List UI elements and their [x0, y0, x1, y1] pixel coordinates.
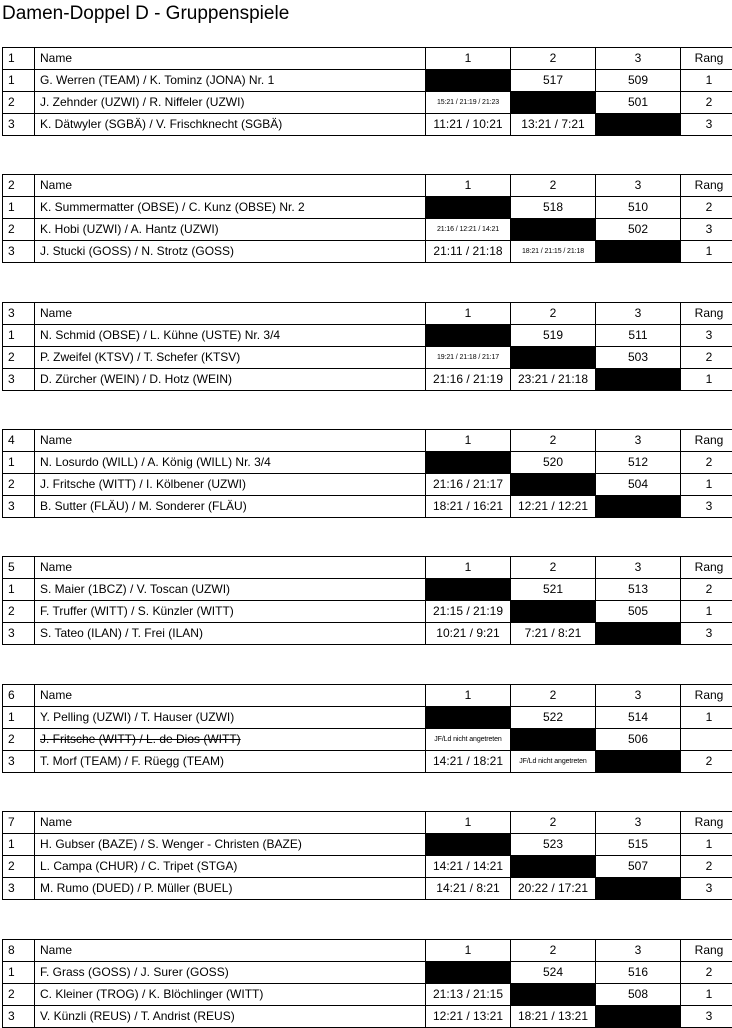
column-header-1: 1 — [426, 685, 511, 707]
column-header-rang: Rang — [681, 812, 732, 834]
column-header-rang: Rang — [681, 685, 732, 707]
group-table — [2, 811, 732, 900]
table-header-row — [3, 557, 732, 579]
column-header-rang: Rang — [681, 430, 732, 452]
column-header-name: Name — [35, 430, 426, 452]
team-name-text: S. Tateo (ILAN) / T. Frei (ILAN) — [40, 626, 203, 640]
column-header-1: 1 — [426, 430, 511, 452]
team-name-text: K. Hobi (UZWI) / A. Hantz (UZWI) — [40, 222, 219, 236]
self-match-cell — [426, 834, 511, 856]
column-header-3: 3 — [596, 48, 681, 70]
match-cell: 524 — [511, 962, 596, 984]
team-name-text: V. Künzli (REUS) / T. Andrist (REUS) — [40, 1009, 235, 1023]
row-number: 2 — [3, 474, 35, 496]
rank-cell: 2 — [681, 856, 732, 878]
team-name-text: N. Schmid (OBSE) / L. Kühne (USTE) Nr. 3/4 — [40, 328, 281, 342]
rank-cell: 2 — [681, 197, 732, 219]
match-cell: 514 — [596, 707, 681, 729]
match-cell: 503 — [596, 347, 681, 369]
group-number: 4 — [3, 430, 35, 452]
group-table — [2, 429, 732, 518]
team-name-text: G. Werren (TEAM) / K. Tominz (JONA) Nr. 1 — [40, 73, 275, 87]
rank-cell: 2 — [681, 92, 732, 114]
rank-cell: 1 — [681, 241, 732, 263]
group-number: 3 — [3, 303, 35, 325]
match-cell: 12:21 / 13:21 — [426, 1006, 511, 1028]
table-row — [3, 707, 732, 729]
team-name-text: M. Rumo (DUED) / P. Müller (BUEL) — [40, 881, 233, 895]
match-cell: 523 — [511, 834, 596, 856]
row-number: 1 — [3, 197, 35, 219]
match-cell: 13:21 / 7:21 — [511, 114, 596, 136]
team-name — [35, 601, 426, 623]
match-cell: 21:16 / 12:21 / 14:21 — [426, 219, 511, 241]
team-name — [35, 496, 426, 518]
table-row — [3, 601, 732, 623]
column-header-2: 2 — [511, 303, 596, 325]
team-name — [35, 452, 426, 474]
match-cell: 516 — [596, 962, 681, 984]
team-name — [35, 70, 426, 92]
match-cell: 14:21 / 18:21 — [426, 751, 511, 773]
match-cell: 7:21 / 8:21 — [511, 623, 596, 645]
rank-cell: 1 — [681, 474, 732, 496]
self-match-cell — [426, 707, 511, 729]
row-number: 1 — [3, 962, 35, 984]
team-name-text: C. Kleiner (TROG) / K. Blöchlinger (WITT) — [40, 987, 264, 1001]
team-name-text: J. Stucki (GOSS) / N. Strotz (GOSS) — [40, 244, 235, 258]
row-number: 3 — [3, 241, 35, 263]
team-name-text: S. Maier (1BCZ) / V. Toscan (UZWI) — [40, 582, 231, 596]
column-header-rang: Rang — [681, 557, 732, 579]
table-header-row — [3, 175, 732, 197]
rank-cell: 1 — [681, 834, 732, 856]
self-match-cell — [596, 496, 681, 518]
self-match-cell — [511, 729, 596, 751]
group-number: 7 — [3, 812, 35, 834]
match-cell: 12:21 / 12:21 — [511, 496, 596, 518]
column-header-1: 1 — [426, 48, 511, 70]
team-name — [35, 878, 426, 900]
team-name — [35, 92, 426, 114]
table-row — [3, 962, 732, 984]
self-match-cell — [426, 579, 511, 601]
column-header-3: 3 — [596, 940, 681, 962]
match-cell: 505 — [596, 601, 681, 623]
team-name — [35, 729, 426, 751]
team-name — [35, 347, 426, 369]
table-header-row — [3, 940, 732, 962]
match-cell: 521 — [511, 579, 596, 601]
match-cell: 21:11 / 21:18 — [426, 241, 511, 263]
row-number: 3 — [3, 878, 35, 900]
team-name-text: J. Fritsche (WITT) / I. Kölbener (UZWI) — [40, 477, 247, 491]
column-header-2: 2 — [511, 940, 596, 962]
row-number: 2 — [3, 984, 35, 1006]
team-name-text: B. Sutter (FLÄU) / M. Sonderer (FLÄU) — [40, 499, 247, 513]
group-table — [2, 174, 732, 263]
self-match-cell — [596, 878, 681, 900]
team-name-text: L. Campa (CHUR) / C. Tripet (STGA) — [40, 859, 238, 873]
column-header-name: Name — [35, 175, 426, 197]
group-table — [2, 939, 732, 1028]
self-match-cell — [596, 1006, 681, 1028]
match-cell: 522 — [511, 707, 596, 729]
column-header-3: 3 — [596, 175, 681, 197]
match-cell: 515 — [596, 834, 681, 856]
match-cell: 502 — [596, 219, 681, 241]
table-row — [3, 834, 732, 856]
page-title: Damen-Doppel D - Gruppenspiele — [2, 3, 290, 24]
team-name — [35, 369, 426, 391]
match-cell: 504 — [596, 474, 681, 496]
self-match-cell — [511, 347, 596, 369]
match-cell: 508 — [596, 984, 681, 1006]
group-table — [2, 302, 732, 391]
team-name-text: T. Morf (TEAM) / F. Rüegg (TEAM) — [40, 754, 225, 768]
rank-cell: 3 — [681, 878, 732, 900]
row-number: 2 — [3, 601, 35, 623]
self-match-cell — [426, 452, 511, 474]
row-number: 3 — [3, 369, 35, 391]
rank-cell: 2 — [681, 962, 732, 984]
table-row — [3, 369, 732, 391]
row-number: 2 — [3, 219, 35, 241]
match-cell: 513 — [596, 579, 681, 601]
row-number: 1 — [3, 579, 35, 601]
match-cell: 519 — [511, 325, 596, 347]
group-number: 8 — [3, 940, 35, 962]
row-number: 1 — [3, 70, 35, 92]
table-row — [3, 70, 732, 92]
column-header-2: 2 — [511, 48, 596, 70]
match-cell: 507 — [596, 856, 681, 878]
row-number: 1 — [3, 325, 35, 347]
rank-cell: 1 — [681, 369, 732, 391]
match-cell: 18:21 / 21:15 / 21:18 — [511, 241, 596, 263]
team-name-text: J. Fritsche (WITT) / L. de Dios (WITT) — [40, 732, 241, 746]
rank-cell: 1 — [681, 984, 732, 1006]
match-cell: 19:21 / 21:18 / 21:17 — [426, 347, 511, 369]
column-header-name: Name — [35, 48, 426, 70]
team-name — [35, 114, 426, 136]
column-header-rang: Rang — [681, 48, 732, 70]
team-name — [35, 707, 426, 729]
column-header-2: 2 — [511, 175, 596, 197]
team-name — [35, 325, 426, 347]
group-number: 2 — [3, 175, 35, 197]
match-cell: 21:13 / 21:15 — [426, 984, 511, 1006]
column-header-name: Name — [35, 940, 426, 962]
match-cell: 512 — [596, 452, 681, 474]
row-number: 3 — [3, 751, 35, 773]
self-match-cell — [511, 92, 596, 114]
column-header-name: Name — [35, 303, 426, 325]
team-name — [35, 219, 426, 241]
table-row — [3, 92, 732, 114]
match-cell: 517 — [511, 70, 596, 92]
match-cell: 23:21 / 21:18 — [511, 369, 596, 391]
match-cell: 20:22 / 17:21 — [511, 878, 596, 900]
table-row — [3, 751, 732, 773]
team-name — [35, 241, 426, 263]
column-header-1: 1 — [426, 175, 511, 197]
column-header-2: 2 — [511, 812, 596, 834]
self-match-cell — [511, 474, 596, 496]
row-number: 3 — [3, 114, 35, 136]
team-name — [35, 1006, 426, 1028]
column-header-name: Name — [35, 685, 426, 707]
column-header-1: 1 — [426, 303, 511, 325]
column-header-3: 3 — [596, 557, 681, 579]
rank-cell: 3 — [681, 325, 732, 347]
match-cell: 21:16 / 21:19 — [426, 369, 511, 391]
column-header-3: 3 — [596, 685, 681, 707]
match-cell: 14:21 / 14:21 — [426, 856, 511, 878]
rank-cell: 3 — [681, 114, 732, 136]
column-header-1: 1 — [426, 812, 511, 834]
table-row — [3, 219, 732, 241]
match-cell: 506 — [596, 729, 681, 751]
column-header-1: 1 — [426, 557, 511, 579]
self-match-cell — [426, 70, 511, 92]
group-number: 1 — [3, 48, 35, 70]
rank-cell: 2 — [681, 452, 732, 474]
self-match-cell — [596, 751, 681, 773]
team-name — [35, 579, 426, 601]
self-match-cell — [511, 984, 596, 1006]
rank-cell: 3 — [681, 219, 732, 241]
match-cell: 520 — [511, 452, 596, 474]
column-header-rang: Rang — [681, 175, 732, 197]
row-number: 1 — [3, 834, 35, 856]
column-header-rang: Rang — [681, 303, 732, 325]
match-cell: 10:21 / 9:21 — [426, 623, 511, 645]
team-name-text: J. Zehnder (UZWI) / R. Niffeler (UZWI) — [40, 95, 245, 109]
row-number: 3 — [3, 623, 35, 645]
table-row — [3, 114, 732, 136]
table-row — [3, 878, 732, 900]
group-number: 5 — [3, 557, 35, 579]
rank-cell: 1 — [681, 70, 732, 92]
rank-cell: 3 — [681, 623, 732, 645]
team-name-text: H. Gubser (BAZE) / S. Wenger - Christen (BAZE) — [40, 837, 302, 851]
group-number: 6 — [3, 685, 35, 707]
table-row — [3, 496, 732, 518]
team-name — [35, 751, 426, 773]
match-cell: 21:16 / 21:17 — [426, 474, 511, 496]
team-name — [35, 623, 426, 645]
team-name — [35, 962, 426, 984]
team-name — [35, 197, 426, 219]
match-cell: 18:21 / 16:21 — [426, 496, 511, 518]
team-name — [35, 474, 426, 496]
team-name — [35, 834, 426, 856]
match-cell: 15:21 / 21:19 / 21:23 — [426, 92, 511, 114]
self-match-cell — [596, 241, 681, 263]
rank-cell: 1 — [681, 707, 732, 729]
column-header-2: 2 — [511, 557, 596, 579]
team-name-text: K. Summermatter (OBSE) / C. Kunz (OBSE) Nr. 2 — [40, 200, 305, 214]
group-table — [2, 684, 732, 773]
table-row — [3, 452, 732, 474]
table-row — [3, 856, 732, 878]
column-header-3: 3 — [596, 303, 681, 325]
table-row — [3, 474, 732, 496]
row-number: 1 — [3, 452, 35, 474]
match-cell: JF/Ld nicht angetreten — [426, 729, 511, 751]
match-cell: 21:15 / 21:19 — [426, 601, 511, 623]
row-number: 3 — [3, 496, 35, 518]
match-cell: 11:21 / 10:21 — [426, 114, 511, 136]
row-number: 2 — [3, 347, 35, 369]
self-match-cell — [426, 197, 511, 219]
row-number: 1 — [3, 707, 35, 729]
table-header-row — [3, 685, 732, 707]
table-header-row — [3, 303, 732, 325]
self-match-cell — [596, 623, 681, 645]
column-header-3: 3 — [596, 430, 681, 452]
self-match-cell — [511, 601, 596, 623]
match-cell: 510 — [596, 197, 681, 219]
self-match-cell — [596, 369, 681, 391]
row-number: 2 — [3, 729, 35, 751]
table-row — [3, 623, 732, 645]
rank-cell: 3 — [681, 496, 732, 518]
match-cell: 14:21 / 8:21 — [426, 878, 511, 900]
table-header-row — [3, 48, 732, 70]
rank-cell: 2 — [681, 347, 732, 369]
rank-cell: 1 — [681, 601, 732, 623]
table-header-row — [3, 430, 732, 452]
table-row — [3, 347, 732, 369]
match-cell: 518 — [511, 197, 596, 219]
team-name — [35, 984, 426, 1006]
column-header-2: 2 — [511, 685, 596, 707]
column-header-name: Name — [35, 812, 426, 834]
match-cell: 509 — [596, 70, 681, 92]
column-header-1: 1 — [426, 940, 511, 962]
table-row — [3, 1006, 732, 1028]
rank-cell: 3 — [681, 1006, 732, 1028]
self-match-cell — [511, 219, 596, 241]
self-match-cell — [596, 114, 681, 136]
table-row — [3, 197, 732, 219]
table-row — [3, 241, 732, 263]
team-name-text: Y. Pelling (UZWI) / T. Hauser (UZWI) — [40, 710, 235, 724]
self-match-cell — [426, 325, 511, 347]
table-row — [3, 325, 732, 347]
team-name-text: F. Grass (GOSS) / J. Surer (GOSS) — [40, 965, 229, 979]
team-name-text: P. Zweifel (KTSV) / T. Schefer (KTSV) — [40, 350, 241, 364]
column-header-name: Name — [35, 557, 426, 579]
rank-cell: 2 — [681, 751, 732, 773]
team-name-text: N. Losurdo (WILL) / A. König (WILL) Nr. 3/4 — [40, 455, 271, 469]
self-match-cell — [511, 856, 596, 878]
team-name — [35, 856, 426, 878]
row-number: 2 — [3, 92, 35, 114]
column-header-2: 2 — [511, 430, 596, 452]
column-header-rang: Rang — [681, 940, 732, 962]
table-row — [3, 579, 732, 601]
rank-cell: 2 — [681, 579, 732, 601]
team-name-text: K. Dätwyler (SGBÄ) / V. Frischknecht (SGBÄ) — [40, 117, 283, 131]
table-row — [3, 984, 732, 1006]
rank-cell — [681, 729, 732, 751]
row-number: 3 — [3, 1006, 35, 1028]
group-table — [2, 556, 732, 645]
row-number: 2 — [3, 856, 35, 878]
table-row — [3, 729, 732, 751]
group-table — [2, 47, 732, 136]
team-name-text: D. Zürcher (WEIN) / D. Hotz (WEIN) — [40, 372, 232, 386]
match-cell: 501 — [596, 92, 681, 114]
match-cell: JF/Ld nicht angetreten — [511, 751, 596, 773]
match-cell: 511 — [596, 325, 681, 347]
self-match-cell — [426, 962, 511, 984]
team-name-text: F. Truffer (WITT) / S. Künzler (WITT) — [40, 604, 234, 618]
table-header-row — [3, 812, 732, 834]
column-header-3: 3 — [596, 812, 681, 834]
match-cell: 18:21 / 13:21 — [511, 1006, 596, 1028]
